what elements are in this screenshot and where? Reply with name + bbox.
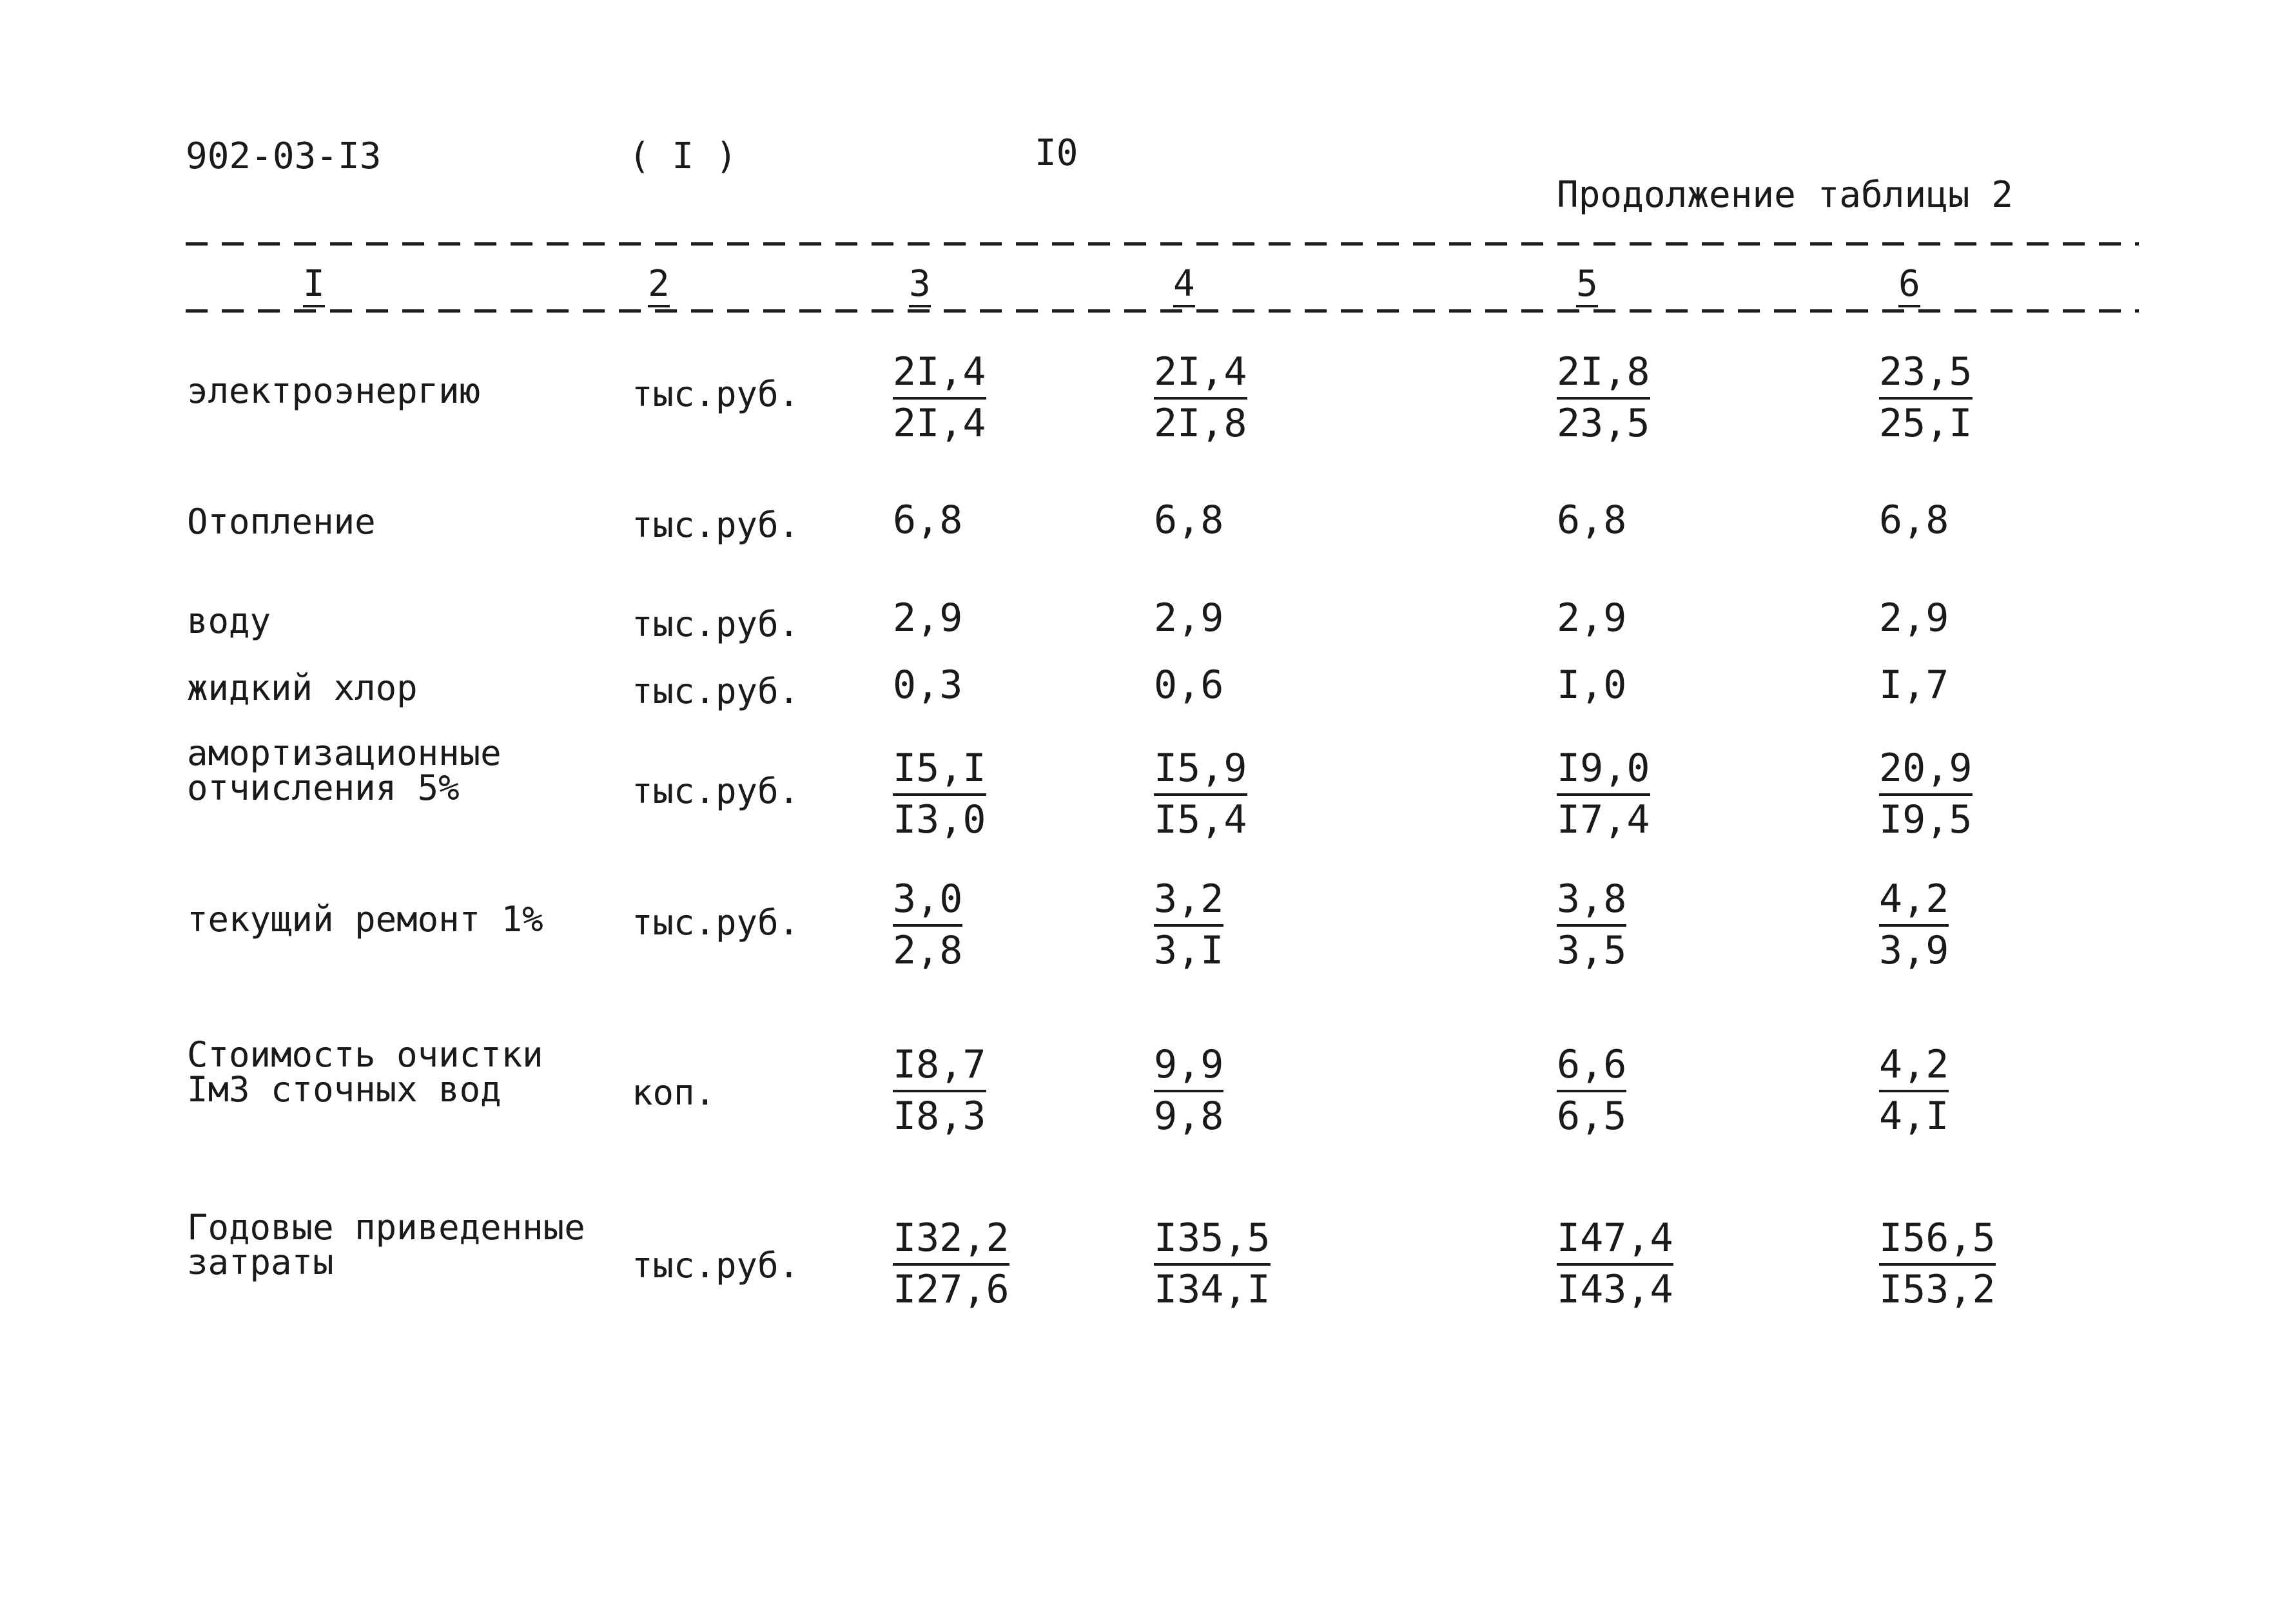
value-depreciation-col6: $\frac{20,9}{I9,5}$ (1879, 746, 1973, 842)
row-label-water: воду (187, 601, 271, 641)
value-repair-col3: $\frac{3,0}{2,8}$ (893, 876, 963, 973)
row-label-treatment-cost: Стоимость очистки Iм3 сточных вод (187, 1034, 543, 1110)
table-continuation-title: Продолжение таблицы 2 (1557, 174, 2014, 216)
column-number-5: 5 (1576, 263, 1598, 305)
value-water-col5: 2,9 (1557, 595, 1627, 641)
value-water-col6: 2,9 (1879, 595, 1949, 641)
value-heating-col6: 6,8 (1879, 498, 1949, 543)
page-number: I0 (1035, 132, 1078, 174)
value-depreciation-col5: $\frac{I9,0}{I7,4}$ (1557, 746, 1650, 842)
row-label-heating: Отопление (187, 501, 376, 542)
document-part: ( I ) (628, 135, 737, 177)
value-electricity-col3: $\frac{2I,4}{2I,4}$ (893, 349, 986, 446)
value-chlorine-col5: I,0 (1557, 662, 1627, 708)
row-unit-liquid-chlorine: тыс.руб. (632, 671, 800, 711)
value-chlorine-col4: 0,6 (1154, 662, 1224, 708)
header-rule-top (186, 242, 2139, 246)
row-unit-annual-costs: тыс.руб. (632, 1245, 800, 1286)
value-chlorine-col3: 0,3 (893, 662, 963, 708)
value-annual-col5: $\frac{I47,4}{I43,4}$ (1557, 1215, 1673, 1312)
row-label-annual-costs: Годовые приведенные затраты (187, 1207, 585, 1282)
value-chlorine-col6: I,7 (1879, 662, 1949, 708)
row-unit-treatment-cost: коп. (632, 1072, 716, 1113)
value-annual-col6: $\frac{I56,5}{I53,2}$ (1879, 1215, 1996, 1312)
value-electricity-col6: $\frac{23,5}{25,I}$ (1879, 349, 1973, 446)
value-electricity-col4: $\frac{2I,4}{2I,8}$ (1154, 349, 1247, 446)
value-annual-col3: $\frac{I32,2}{I27,6}$ (893, 1215, 1009, 1312)
row-unit-depreciation: тыс.руб. (632, 771, 800, 811)
column-number-4: 4 (1173, 263, 1195, 305)
value-water-col3: 2,9 (893, 595, 963, 641)
row-label-depreciation: амортизационные отчисления 5% (187, 733, 502, 808)
value-heating-col3: 6,8 (893, 498, 963, 543)
value-treatment-col3: $\frac{I8,7}{I8,3}$ (893, 1042, 986, 1139)
row-unit-current-repair: тыс.руб. (632, 902, 800, 943)
value-heating-col4: 6,8 (1154, 498, 1224, 543)
value-electricity-col5: $\frac{2I,8}{23,5}$ (1557, 349, 1650, 446)
column-number-3: 3 (909, 263, 931, 305)
value-repair-col4: $\frac{3,2}{3,I}$ (1154, 876, 1224, 973)
row-unit-water: тыс.руб. (632, 604, 800, 644)
column-number-1: I (303, 263, 325, 305)
value-water-col4: 2,9 (1154, 595, 1224, 641)
column-number-6: 6 (1898, 263, 1920, 305)
value-heating-col5: 6,8 (1557, 498, 1627, 543)
header-rule-bottom (186, 309, 2139, 313)
document-code: 902-03-I3 (186, 135, 382, 177)
value-repair-col6: $\frac{4,2}{3,9}$ (1879, 876, 1949, 973)
row-unit-heating: тыс.руб. (632, 505, 800, 545)
column-number-2: 2 (648, 263, 670, 305)
value-depreciation-col3: $\frac{I5,I}{I3,0}$ (893, 746, 986, 842)
row-unit-electricity: тыс.руб. (632, 374, 800, 414)
value-treatment-col5: $\frac{6,6}{6,5}$ (1557, 1042, 1627, 1139)
value-annual-col4: $\frac{I35,5}{I34,I}$ (1154, 1215, 1271, 1312)
value-treatment-col6: $\frac{4,2}{4,I}$ (1879, 1042, 1949, 1139)
value-treatment-col4: $\frac{9,9}{9,8}$ (1154, 1042, 1224, 1139)
value-repair-col5: $\frac{3,8}{3,5}$ (1557, 876, 1627, 973)
row-label-current-repair: текущий ремонт 1% (187, 899, 543, 940)
row-label-electricity: электроэнергию (187, 371, 481, 411)
value-depreciation-col4: $\frac{I5,9}{I5,4}$ (1154, 746, 1247, 842)
row-label-liquid-chlorine: жидкий хлор (187, 668, 418, 708)
